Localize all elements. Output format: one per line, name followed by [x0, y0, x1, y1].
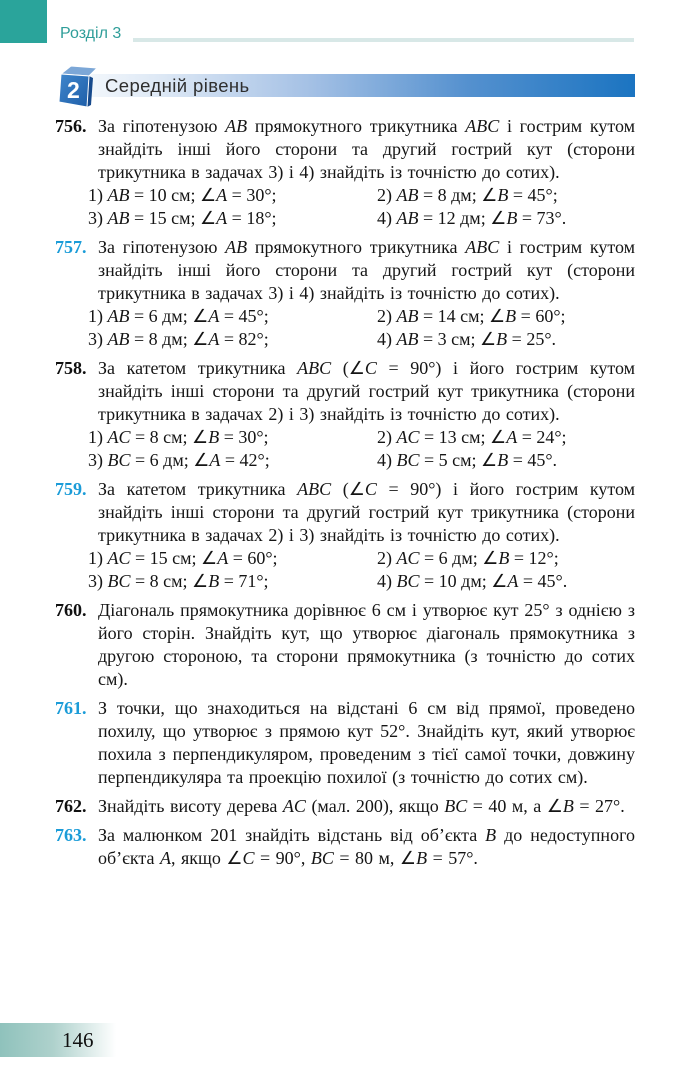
- problem-item: 4) AB = 3 см; ∠B = 25°.: [377, 329, 557, 349]
- problem-item: 3) BC = 8 см; ∠B = 71°;: [88, 571, 269, 591]
- problem: [55, 795, 635, 818]
- level-title: Середній рівень: [105, 75, 250, 96]
- problem-text: За гіпотенузою AB прямокутного трикутника ABC і гострим кутом знайдіть інші його сторони та другий гострий кут (сторони трикутника в задачах 3) і 4) знайдіть із точністю до сотих).: [98, 237, 635, 303]
- problem-item: 2) AC = 6 дм; ∠B = 12°;: [377, 548, 559, 568]
- problem-item: 2) AB = 8 дм; ∠B = 45°;: [377, 185, 558, 205]
- problem-number: 756.: [55, 116, 87, 136]
- level-cube-icon: [58, 63, 98, 107]
- chapter-divider-line: [133, 38, 634, 42]
- problem: [55, 115, 635, 230]
- problem-items: [88, 426, 635, 472]
- problem: [55, 478, 635, 593]
- problem-text: За катетом трикутника ABC (∠C = 90°) і його гострим кутом знайдіть інші сторони та другий гострий кут трикутника (сторони трикутника в задачах 2) і 3) знайдіть із точністю до сотих).: [98, 479, 635, 545]
- level-banner: [58, 63, 635, 107]
- problem-text: Знайдіть висоту дерева AC (мал. 200), якщо BC = 40 м, а ∠B = 27°.: [98, 796, 625, 816]
- problem-number: 761.: [55, 698, 87, 718]
- problem: [55, 824, 635, 870]
- problem-item: 3) BC = 6 дм; ∠A = 42°;: [88, 450, 270, 470]
- problem-text: Діагональ прямокутника дорівнює 6 см і утворює кут 25° з однією з його сторін. Знайдіть кут, що утворює діагональ прямокутника з другою стороною, та сторони прямокутника (з точністю до сотих см).: [98, 600, 635, 689]
- chapter-label: Розділ 3: [60, 25, 122, 42]
- page-number: 146: [62, 1028, 94, 1052]
- problems-list: [55, 115, 635, 876]
- problem-number: 760.: [55, 600, 87, 620]
- problem-text: За катетом трикутника ABC (∠C = 90°) і його гострим кутом знайдіть інші сторони та другий гострий кут трикутника (сторони трикутника в задачах 2) і 3) знайдіть із точністю до сотих).: [98, 358, 635, 424]
- problem-number: 759.: [55, 479, 87, 499]
- problem-items: [88, 184, 635, 230]
- problem-items: [88, 305, 635, 351]
- cube-number-glyph: 2: [67, 77, 80, 103]
- problem-item: 3) AB = 8 дм; ∠A = 82°;: [88, 329, 269, 349]
- problem-item: 2) AB = 14 см; ∠B = 60°;: [377, 306, 566, 326]
- problem-number: 758.: [55, 358, 87, 378]
- problem-number: 757.: [55, 237, 87, 257]
- problem-item: 1) AB = 6 дм; ∠A = 45°;: [88, 306, 269, 326]
- problem-text: З точки, що знаходиться на відстані 6 см від прямої, проведено похилу, що утворює з прямою кут 52°. Знайдіть кут, який утворює похила з перпендикуляром, проведеним з тієї самої точки, довжину перпендикуляра та проекцію похилої (з точністю до сотих см).: [98, 698, 635, 787]
- chapter-color-block: [0, 0, 47, 43]
- problem-text: За малюнком 201 знайдіть відстань від об’єкта B до недоступного об’єкта A, якщо ∠C = 90°, BC = 80 м, ∠B = 57°.: [98, 825, 636, 868]
- problem: [55, 599, 635, 691]
- problem-number: 762.: [55, 796, 87, 816]
- problem-item: 1) AC = 8 см; ∠B = 30°;: [88, 427, 269, 447]
- problem-item: 4) BC = 5 см; ∠B = 45°.: [377, 450, 558, 470]
- problem-item: 1) AC = 15 см; ∠A = 60°;: [88, 548, 278, 568]
- problem-item: 2) AC = 13 см; ∠A = 24°;: [377, 427, 567, 447]
- problem-item: 3) AB = 15 см; ∠A = 18°;: [88, 208, 277, 228]
- problem: [55, 236, 635, 351]
- problem-items: [88, 547, 635, 593]
- problem-item: 4) BC = 10 дм; ∠A = 45°.: [377, 571, 568, 591]
- problem: [55, 697, 635, 789]
- problem-item: 4) AB = 12 дм; ∠B = 73°.: [377, 208, 567, 228]
- problem-item: 1) AB = 10 см; ∠A = 30°;: [88, 185, 277, 205]
- problem-text: За гіпотенузою AB прямокутного трикутника ABC і гострим кутом знайдіть інші його сторони та другий гострий кут (сторони трикутника в задачах 3) і 4) знайдіть із точністю до сотих).: [98, 116, 635, 182]
- problem: [55, 357, 635, 472]
- problem-number: 763.: [55, 825, 87, 845]
